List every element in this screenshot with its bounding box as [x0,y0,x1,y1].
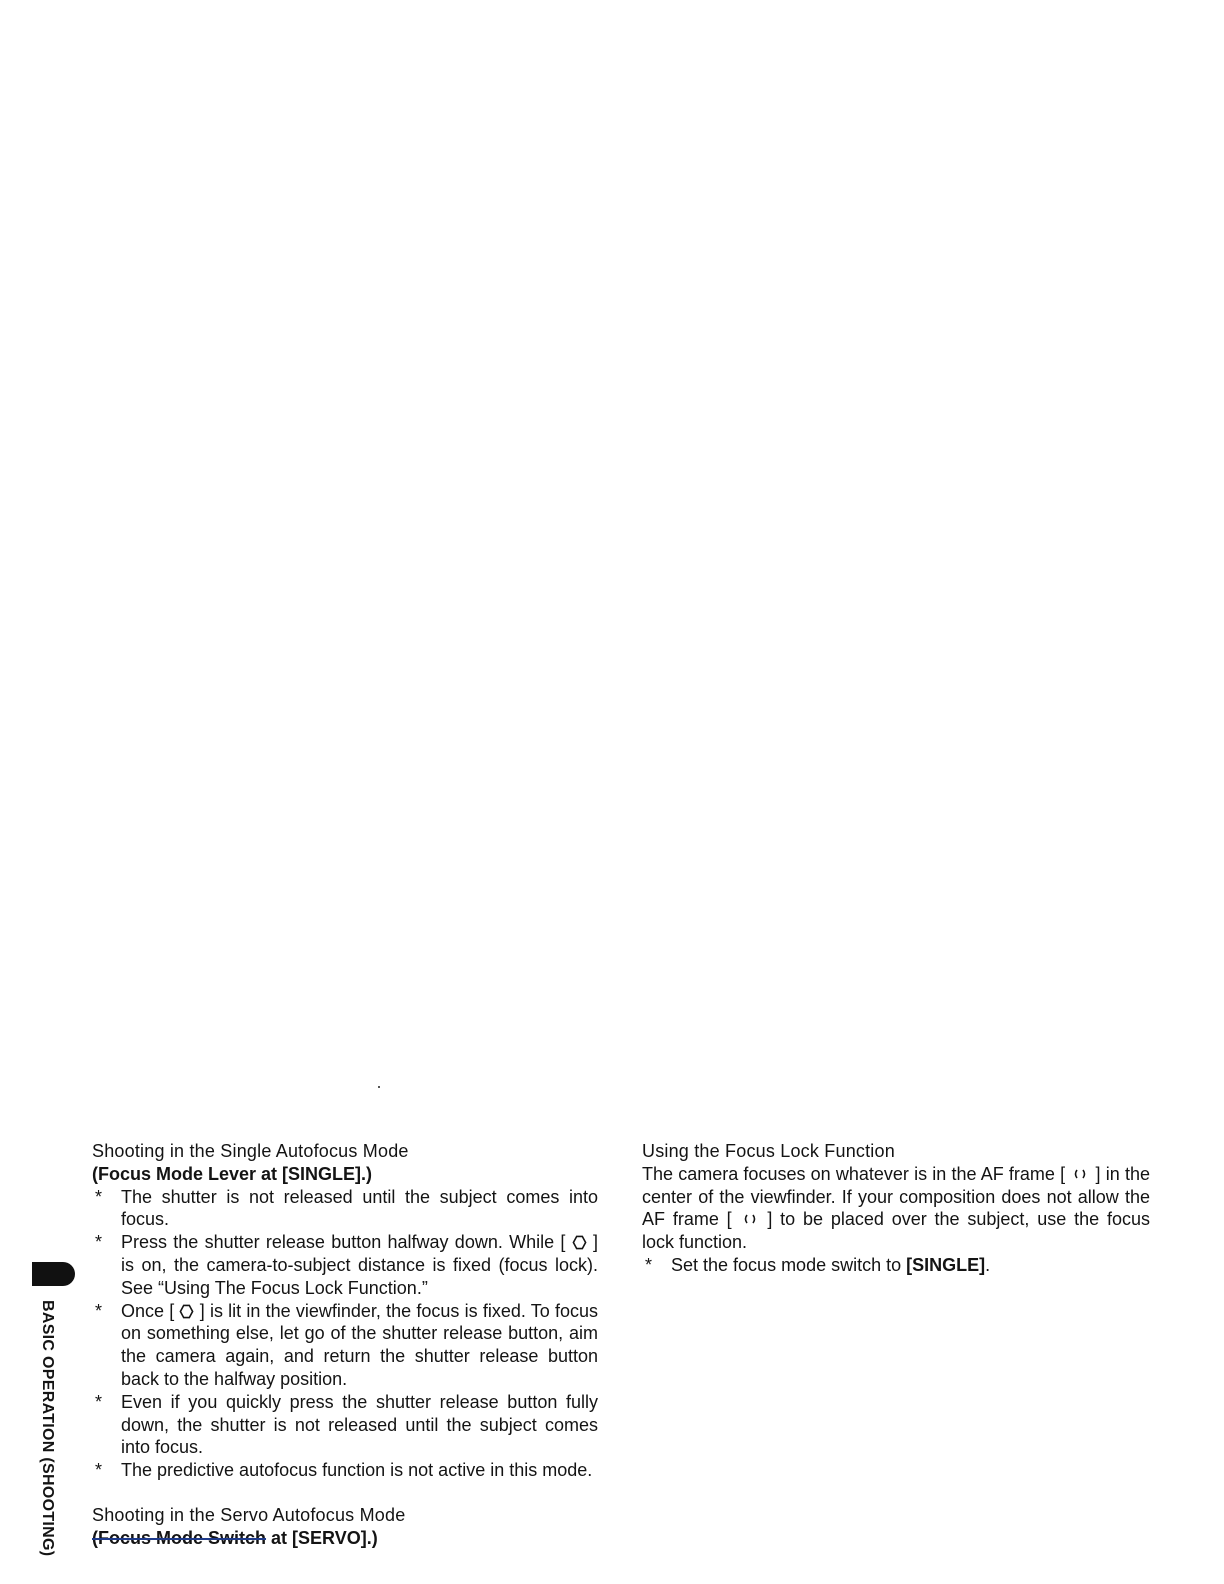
stray-dot [378,1086,380,1088]
bullet-mark: * [95,1186,103,1207]
list-item: * The shutter is not released until the subject comes into focus. [95,1186,598,1230]
bullet-mark: * [95,1460,103,1481]
bullet-mark: * [645,1254,653,1275]
left-column [92,1140,598,1550]
list-item: * Press the shutter release button halfway down. While [ ] is on, the camera-to-subject distance is fixed (focus lock). See “Using The Focus Lock Function.” [95,1232,598,1298]
bullet-mark: * [95,1300,103,1321]
bullet-mark: * [95,1232,103,1253]
list-item: * Even if you quickly press the shutter release button fully down, the shutter is not released until the subject comes into focus. [95,1391,598,1458]
single-mode-bullet-list [92,1186,598,1482]
focus-lock-bullet-list [642,1254,1150,1277]
right-column [642,1140,1150,1277]
side-tab-label: BASIC OPERATION (SHOOTING) [39,1300,56,1557]
section-tab-marker [32,1262,75,1286]
focus-lock-paragraph: The camera focuses on whatever is in the AF frame [ ] in the center of the viewfinder. If your composition does not allow the AF frame [ ] to be placed over the subject, use the focus lock function. [642,1163,1150,1253]
list-item: * The predictive autofocus function is not active in this mode. [95,1460,593,1481]
list-item: * Once [ ] is lit in the viewfinder, the focus is fixed. To focus on something else, let go of the shutter release button, aim the camera again, and return the shutter release button back to the halfway position. [95,1300,598,1389]
focus-lock-heading: Using the Focus Lock Function [642,1141,895,1161]
single-mode-heading: Shooting in the Single Autofocus Mode [92,1141,409,1161]
bullet-mark: * [95,1391,103,1412]
af-frame-icon [1070,1168,1090,1180]
single-mode-subheading: (Focus Mode Lever at [SINGLE].) [92,1163,373,1184]
focus-confirm-hexagon-icon [572,1235,587,1250]
focus-confirm-hexagon-icon [179,1304,194,1319]
strikethrough-text: (Focus Mode Switch [92,1527,267,1548]
servo-mode-subheading: (Focus Mode Switch at [SERVO].) [92,1527,378,1548]
list-item: * Set the focus mode switch to [SINGLE]. [645,1254,991,1275]
af-frame-icon [740,1213,760,1225]
servo-mode-heading: Shooting in the Servo Autofocus Mode [92,1504,406,1525]
